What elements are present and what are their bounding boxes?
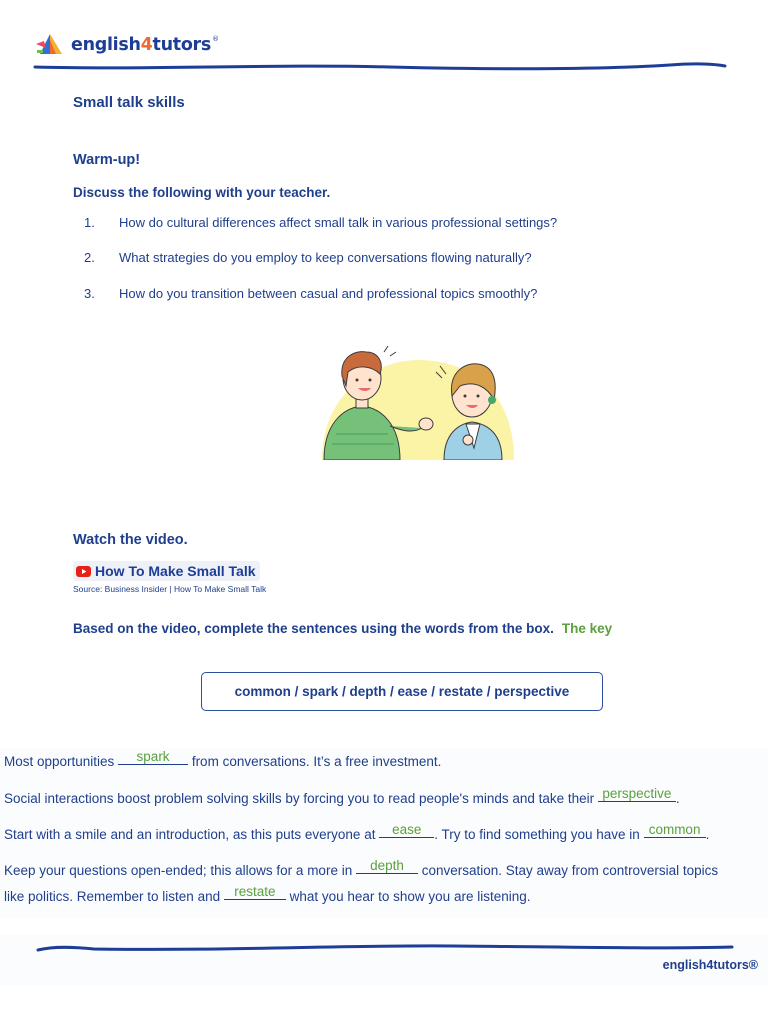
answer-blank: depth xyxy=(356,859,418,874)
question-text: How do you transition between casual and professional topics smoothly? xyxy=(119,286,538,301)
logo-text: english4tutors® xyxy=(71,35,219,55)
question-text: What strategies do you employ to keep conversations flowing naturally? xyxy=(119,250,532,265)
lesson-title: Small talk skills xyxy=(73,94,185,111)
two-people-talking-illustration xyxy=(308,330,522,460)
question-text: How do cultural differences affect small talk in various professional settings? xyxy=(119,215,558,230)
sentence-2: Social interactions boost problem solving skills by forcing you to read people's minds and take their perspective . xyxy=(4,786,680,806)
answer-blank: perspective xyxy=(598,787,676,802)
answer-blank: ease xyxy=(379,823,434,838)
instruction-text: Based on the video, complete the sentences using the words from the box. xyxy=(73,621,554,636)
video-source: Source: Business Insider | How To Make Small Talk xyxy=(73,584,267,594)
question-number: 1. xyxy=(84,215,95,230)
answer-blank: spark xyxy=(118,750,188,765)
footer-wave-divider xyxy=(34,941,734,955)
answer-blank: restate xyxy=(224,885,286,900)
sentence-1: Most opportunities spark from conversations. It’s a free investment. xyxy=(4,749,442,769)
sentence-3: Start with a smile and an introduction, as this puts everyone at ease . Try to find something you have in common . xyxy=(4,822,710,842)
warmup-heading: Warm-up! xyxy=(73,152,141,168)
brand-logo xyxy=(36,31,219,59)
word-box: common / spark / depth / ease / restate / perspective xyxy=(201,672,603,711)
header-wave-divider xyxy=(30,60,730,74)
key-label: The key xyxy=(561,621,613,636)
footer-brand: english4tutors® xyxy=(662,958,758,972)
sentence-4: Keep your questions open-ended; this allows for a more in depth conversation. Stay away from controversial topics xyxy=(4,858,719,878)
youtube-icon xyxy=(76,566,91,577)
video-link[interactable] xyxy=(73,561,260,581)
warmup-intro: Discuss the following with your teacher. xyxy=(73,185,331,200)
question-number: 2. xyxy=(84,250,95,265)
question-number: 3. xyxy=(84,286,95,301)
video-link-label: How To Make Small Talk xyxy=(95,563,256,579)
video-heading: Watch the video. xyxy=(73,532,188,548)
logo-mark-icon xyxy=(36,32,66,58)
sentence-5: like politics. Remember to listen and restate what you hear to show you are listening. xyxy=(4,884,531,904)
answer-blank: common xyxy=(644,823,706,838)
exercise-instruction xyxy=(73,621,612,636)
